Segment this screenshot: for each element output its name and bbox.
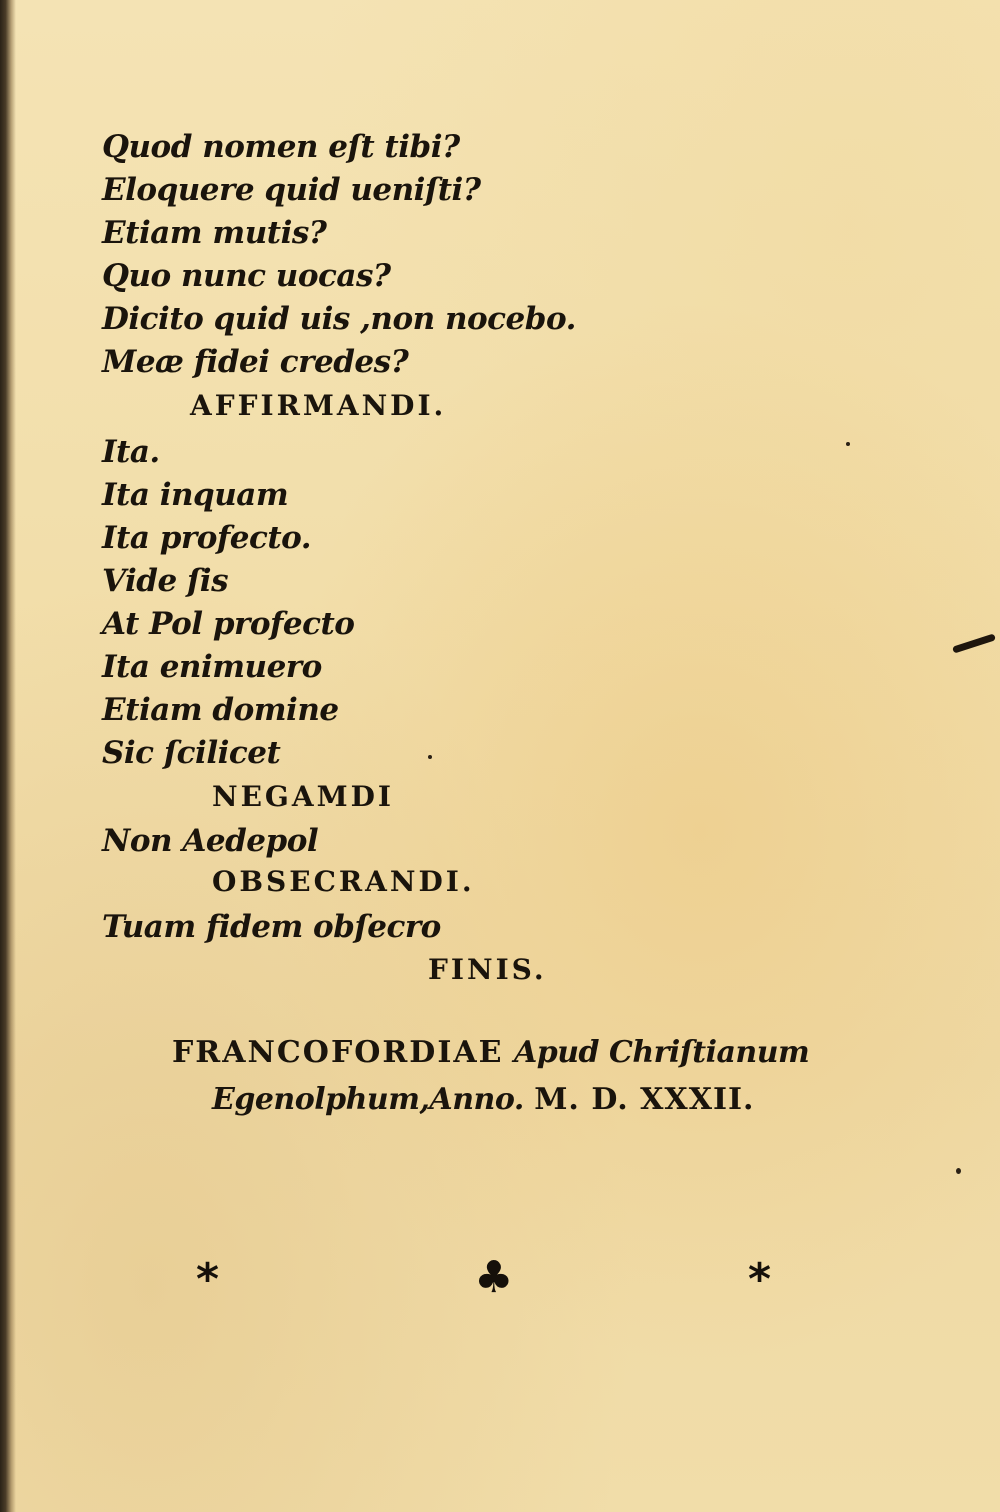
text-line: Etiam domine — [102, 692, 339, 728]
club-ornament-center: ♣ — [474, 1252, 514, 1303]
text-line: Dicito quid uis ,non nocebo. — [102, 301, 576, 337]
imprint-line-1 — [172, 1035, 810, 1070]
text-line: Ita profecto. — [102, 520, 312, 556]
ink-speck — [956, 1168, 961, 1174]
text-line: Eloquere quid ueniſti? — [102, 172, 481, 208]
text-line: Ita. — [102, 434, 160, 470]
asterisk-ornament-right: * — [748, 1254, 772, 1305]
text-line: Meæ fidei credes? — [102, 344, 409, 380]
imprint-publisher: Apud Chriſtianum — [513, 1035, 810, 1070]
text-line: Etiam mutis? — [102, 215, 327, 251]
ink-mark — [952, 633, 996, 653]
finis-heading: FINIS. — [428, 953, 547, 986]
imprint-name-year: Egenolphum,Anno. — [212, 1082, 524, 1117]
imprint-date: M. D. XXXII. — [534, 1082, 755, 1117]
section-heading: AFFIRMANDI. — [190, 389, 447, 422]
text-line: Non Aedepol — [102, 823, 319, 859]
text-line: Tuam fidem obſecro — [102, 909, 441, 945]
ink-speck — [428, 755, 432, 759]
imprint-city: FRANCOFORDIAE — [172, 1035, 504, 1070]
section-heading: NEGAMDI — [212, 780, 394, 813]
ink-speck — [846, 442, 850, 446]
text-line: Sic ſcilicet — [102, 735, 281, 771]
binding-edge — [0, 0, 16, 1512]
imprint-line-2 — [212, 1082, 755, 1117]
text-line: Quo nunc uocas? — [102, 258, 391, 294]
text-line: Ita inquam — [102, 477, 289, 513]
section-heading: OBSECRANDI. — [212, 865, 475, 898]
text-line: Vide ſis — [102, 563, 229, 599]
text-line: Quod nomen eſt tibi? — [102, 129, 460, 165]
text-line: Ita enimuero — [102, 649, 322, 685]
text-line: At Pol profecto — [102, 606, 355, 642]
asterisk-ornament-left: * — [196, 1254, 220, 1305]
